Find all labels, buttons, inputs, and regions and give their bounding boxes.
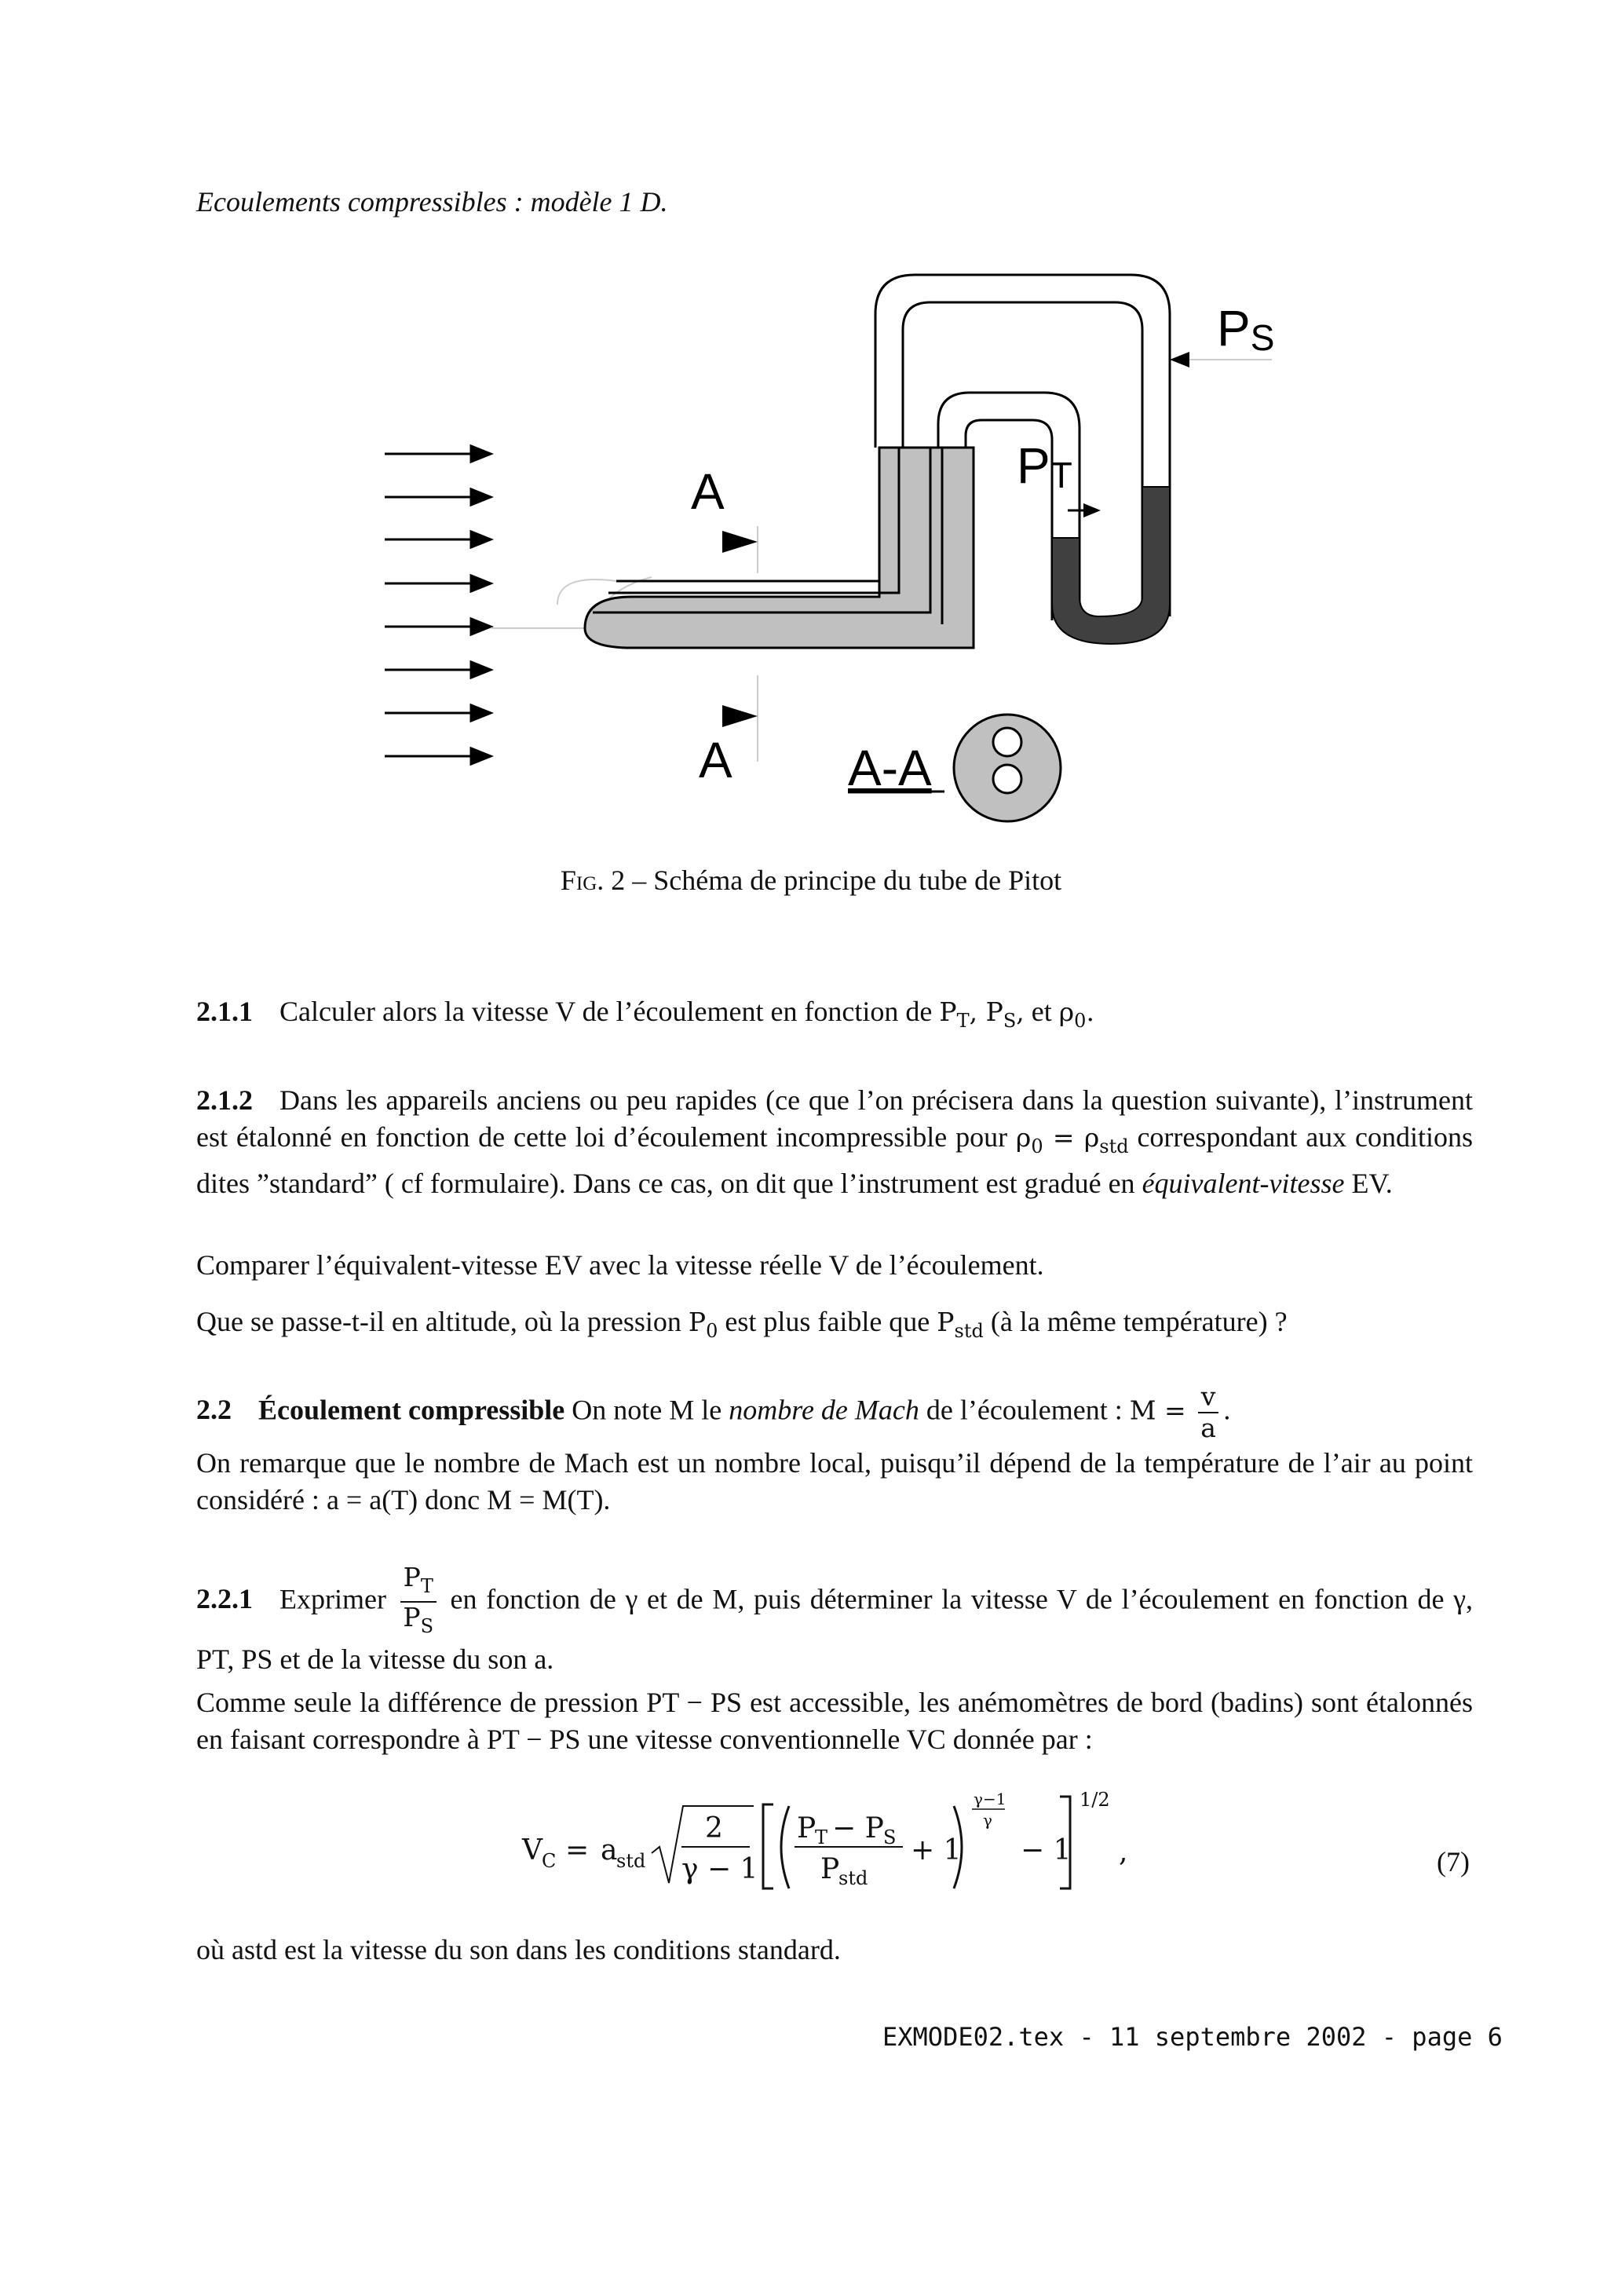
section-arrow-top: [722, 531, 758, 553]
figure-caption: Fig. 2 – Schéma de principe du tube de Pitot: [560, 865, 1062, 896]
svg-text:γ−1: γ−1: [974, 1790, 1006, 1808]
flow-arrow: [385, 532, 491, 547]
section-2-2: 2.2 Écoulement compressible On note M le nombre de Mach de l’écoulement : M = $\frac{v}{a}$ .: [196, 1381, 1231, 1443]
svg-text:− P: − P: [832, 1812, 884, 1844]
pt-label: PT: [1017, 437, 1072, 495]
pitot-figure: [345, 259, 1366, 856]
svg-text:1/2: 1/2: [1080, 1790, 1110, 1811]
flow-arrow: [385, 705, 491, 721]
svg-text:a: a: [601, 1834, 618, 1866]
svg-text:V: V: [522, 1834, 542, 1866]
svg-text:std: std: [838, 1867, 868, 1889]
mach-fraction: $\frac{v}{a}$: [1198, 1382, 1219, 1443]
svg-text:γ − 1: γ − 1: [681, 1853, 758, 1885]
svg-text:T: T: [815, 1826, 828, 1848]
svg-text:C: C: [542, 1850, 557, 1872]
probe-body: [585, 448, 974, 648]
cross-section: [954, 715, 1061, 821]
svg-text:S: S: [883, 1826, 897, 1848]
ps-label: PS: [1217, 300, 1275, 358]
calibration-paragraph: Comme seule la différence de pression PT − PS est accessible, les anémomètres de bord (badins) sont étalonnés en faisant correspondre à PT − PS une vitesse conventionnelle VC donnée par :: [196, 1687, 1473, 1755]
page-footer: EXMODE02.tex - 11 septembre 2002 - page 6: [882, 2022, 1503, 2052]
question-altitude: Que se passe-t-il en altitude, où la pression $P_0$ est plus faible que $P_{std}$ (à la même température) ?: [196, 1306, 1288, 1342]
astd-definition: où astd est la vitesse du son dans les conditions standard.: [196, 1934, 841, 1965]
mach-remark: On remarque que le nombre de Mach est un nombre local, puisqu’il dépend de la température de l’air au point considéré : a = a(T) donc M = M(T).: [196, 1447, 1473, 1515]
svg-text:std: std: [616, 1850, 646, 1872]
svg-text:+ 1: + 1: [911, 1834, 962, 1866]
section-label: A-A: [848, 740, 932, 796]
equation-7: [0, 1790, 1622, 1900]
running-header: Ecoulements compressibles : modèle 1 D.: [196, 186, 668, 218]
svg-text:P: P: [797, 1812, 816, 1844]
svg-text:,: ,: [1119, 1836, 1128, 1868]
svg-text:− 1: − 1: [1021, 1834, 1072, 1866]
flow-arrow: [385, 446, 491, 462]
section-2-2-1: 2.2.1 Exprimer $\frac{P_T}{P_S}$ en fonction de γ et de M, puis déterminer la vitesse V de l’écoulement en fonction de γ, PT, PS et de la vitesse du son a.: [196, 1562, 1474, 1675]
section-2-1-1: 2.1.1 Calculer alors la vitesse V de l’écoulement en fonction de $P_T$, $P_S$, et $\rho_0$.: [196, 996, 1094, 1032]
pt-arrow: [1068, 503, 1101, 517]
pt-ps-fraction: $\frac{P_T}{P_S}$: [400, 1563, 437, 1641]
equation-number: (7): [1437, 1846, 1470, 1877]
flow-arrow: [385, 489, 491, 505]
flow-arrow: [385, 662, 491, 678]
flow-arrows: [385, 446, 491, 764]
a-label-bottom: A: [699, 732, 732, 788]
svg-text:P: P: [820, 1853, 840, 1885]
question-compare: Comparer l’équivalent-vitesse EV avec la vitesse réelle V de l’écoulement.: [196, 1249, 1044, 1281]
svg-text:γ: γ: [983, 1811, 992, 1830]
flow-arrow: [385, 619, 491, 634]
section-arrow-bottom: [722, 705, 758, 727]
section-2-1-2: 2.1.2 Dans les appareils anciens ou peu rapides (ce que l’on précisera dans la question suivante), l’instrument est étalonné en fonction de cette loi d’écoulement incompressible pour $\rho_0 = \rho_{std}$ correspondant aux conditions dites ”standard” ( cf formulaire). Dans ce cas, on dit que l’instrument est gradué en équivalent-vitesse EV.: [196, 1084, 1474, 1199]
svg-text:2: 2: [705, 1812, 723, 1844]
flow-arrow: [385, 576, 491, 591]
svg-text:=: =: [565, 1834, 590, 1866]
flow-arrow: [385, 748, 491, 764]
a-label-top: A: [691, 463, 725, 520]
